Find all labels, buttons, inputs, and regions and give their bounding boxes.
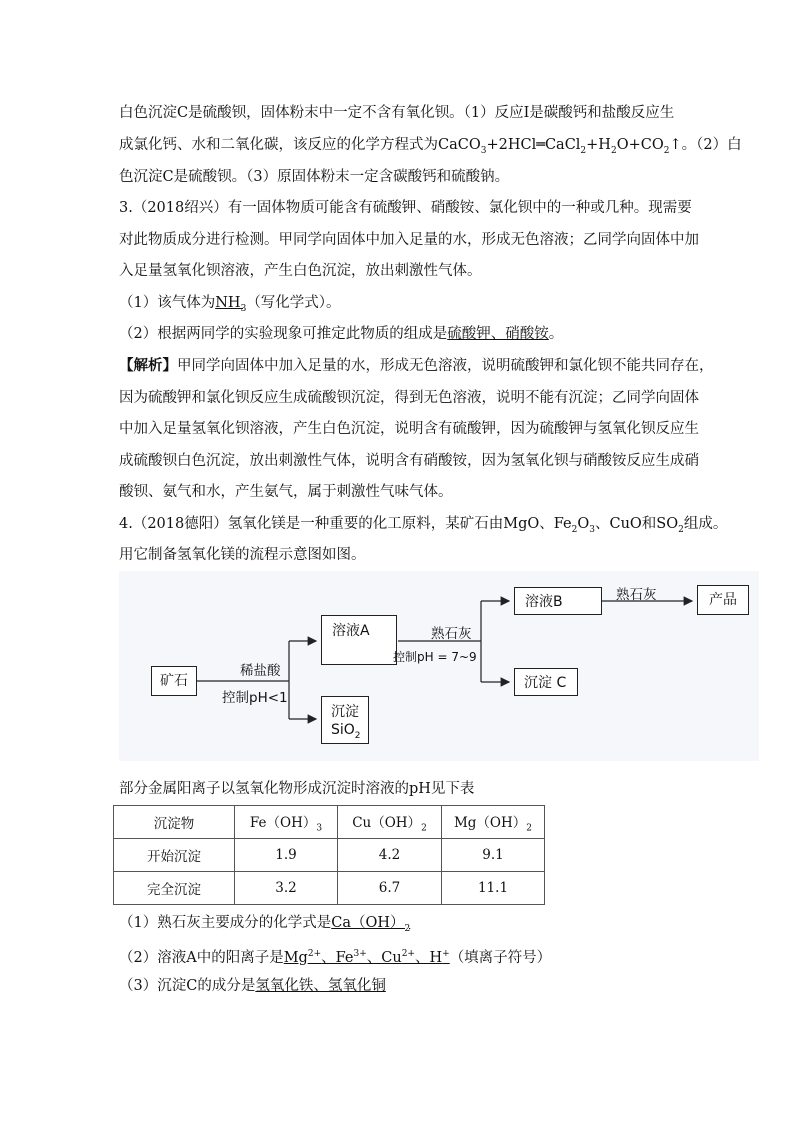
acid-ph-label: 控制pH<1 <box>222 690 288 706</box>
precip-sio2-box: 沉淀 SiO$_2$ <box>321 696 369 744</box>
table-cell: 完全沉淀 <box>114 872 235 905</box>
table-cell: 开始沉淀 <box>114 839 235 872</box>
analysis-line-3: 中加入足量氢氧化钡溶液，产生白色沉淀，说明含有硫酸钾，因为硫酸钾与氢氧化钡反应生 <box>119 421 699 437</box>
answer-3-1: （1）该气体为$NH_3$（写化学式）。 <box>119 295 341 314</box>
table-cell: 3.2 <box>235 872 338 905</box>
header-cell: 沉淀物 <box>114 806 235 839</box>
question-3-line-2: 对此物质成分进行检测。甲同学向固体中加入足量的水，形成无色溶液；乙同学向固体中加 <box>119 232 699 248</box>
ph-table <box>113 805 545 905</box>
product-box: 产品 <box>697 585 749 615</box>
table-cell: 6.7 <box>338 872 442 905</box>
table-caption: 部分金属阳离子以氢氧化物形成沉淀时溶液的pH见下表 <box>119 781 475 797</box>
table-cell: 4.2 <box>338 839 442 872</box>
flowchart <box>119 571 759 761</box>
analysis-line-1: 【解析】甲同学向固体中加入足量的水，形成无色溶液，说明硫酸钾和氯化钡不能共同存在， <box>119 357 714 374</box>
header-cell: $Mg(OH)_2$ <box>442 806 545 839</box>
analysis-line-4: 成硫酸钡白色沉淀，放出刺激性气体，说明含有硝酸铵，因为氢氧化钡与硝酸铵反应生成硝 <box>119 453 699 469</box>
table-cell: 1.9 <box>235 839 338 872</box>
table-header-row <box>114 806 545 839</box>
table-cell: 9.1 <box>442 839 545 872</box>
text-line-3: 色沉淀C是硫酸钡。（3）原固体粉末一定含碳酸钙和硫酸钠。 <box>119 169 510 185</box>
analysis-line-5: 酸钡、氨气和水，产生氨气，属于刺激性气味气体。 <box>119 484 453 500</box>
question-3-line-3: 入足量氢氧化钡溶液，产生白色沉淀，放出刺激性气体。 <box>119 263 482 279</box>
table-row <box>114 839 545 872</box>
acid-label: 稀盐酸 <box>240 663 281 679</box>
solution-a-box: 溶液A <box>321 615 397 665</box>
answer-4-3: （3）沉淀C的成分是氢氧化铁、氢氧化铜 <box>119 978 386 994</box>
header-cell: $Cu(OH)_2$ <box>338 806 442 839</box>
table-cell: 11.1 <box>442 872 545 905</box>
flowchart-arrows <box>119 571 759 761</box>
lime-label-2: 熟石灰 <box>616 587 657 603</box>
table-row <box>114 872 545 905</box>
answer-3-2: （2）根据两同学的实验现象可推定此物质的组成是硫酸钾、硝酸铵。 <box>119 326 564 342</box>
question-3-line-1: 3.（2018绍兴）有一固体物质可能含有硫酸钾、硝酸铵、氯化钡中的一种或几种。现需要 <box>119 200 692 216</box>
question-4-line-1: 4.（2018德阳）氢氧化镁是一种重要的化工原料，某矿石由MgO、$Fe_2O_3$、CuO和$SO_2$组成。 <box>119 516 728 535</box>
ore-box: 矿石 <box>151 666 197 696</box>
precip-c-box: 沉淀 C <box>514 668 578 696</box>
text-line-2: 成氯化钙、水和二氧化碳，该反应的化学方程式为$CaCO_3+2HCl═CaCl_2+H_2O+CO_2↑$。（2）白 <box>119 137 742 156</box>
answer-4-1: （1）熟石灰主要成分的化学式是$Ca(OH)_2$ <box>119 915 411 934</box>
answer-4-2: （2）溶液A中的阳离子是$Mg^{2+}$、$Fe^{3+}$、$Cu^{2+}$、H+（填离子符号） <box>119 949 552 966</box>
solution-b-box: 溶液B <box>514 587 602 615</box>
text-line-1: 白色沉淀C是硫酸钡，固体粉末中一定不含有氧化钡。（1）反应Ⅰ是碳酸钙和盐酸反应生 <box>119 105 675 121</box>
lime-label-1: 熟石灰 <box>431 626 472 642</box>
ph-control-label: 控制pH = 7~9 <box>393 650 477 664</box>
header-cell: $Fe(OH)_3$ <box>235 806 338 839</box>
analysis-line-2: 因为硫酸钾和氯化钡反应生成硫酸钡沉淀，得到无色溶液，说明不能有沉淀；乙同学向固体 <box>119 390 699 406</box>
question-4-line-2: 用它制备氢氧化镁的流程示意图如图。 <box>119 547 366 563</box>
